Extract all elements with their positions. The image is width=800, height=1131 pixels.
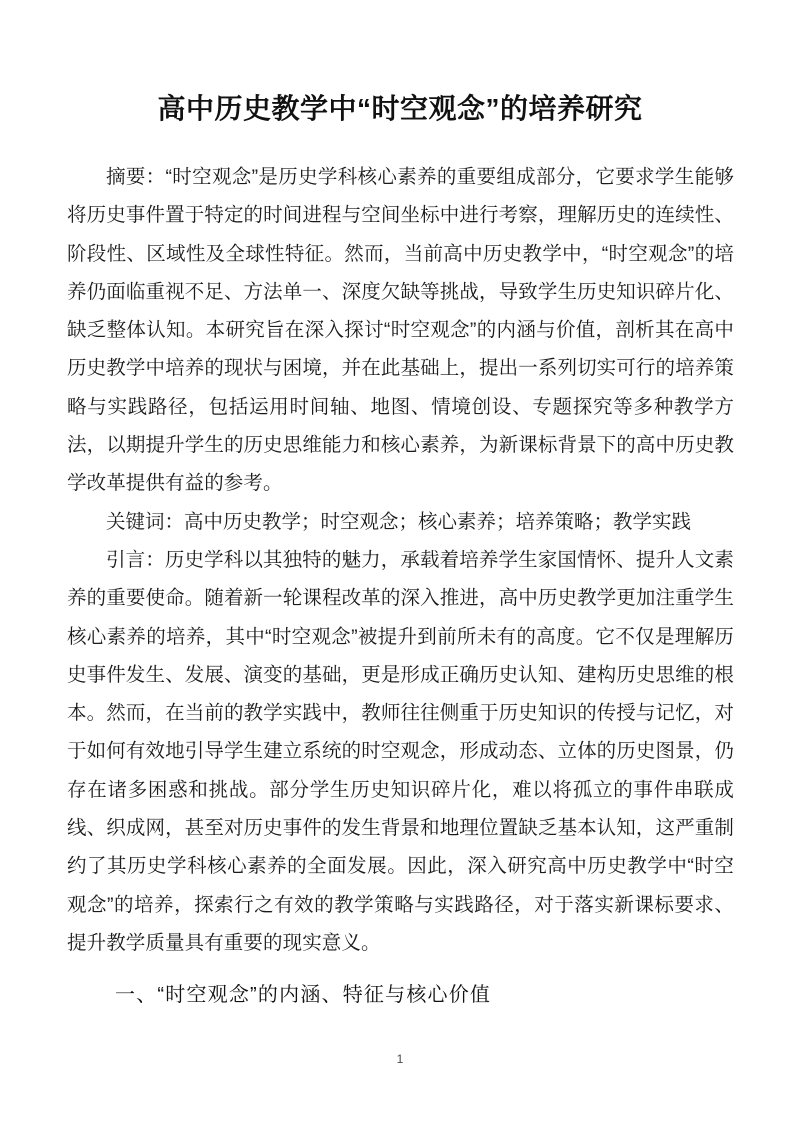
document-body xyxy=(67,158,734,1015)
page-number: 1 xyxy=(396,1052,404,1066)
introduction-paragraph: 引言：历史学科以其独特的魅力，承载着培养学生家国情怀、提升人文素养的重要使命。随着新一轮课程改革的深入推进，高中历史教学更加注重学生核心素养的培养，其中“时空观念”被提升到前所未有的高度。它不仅是理解历史事件发生、发展、演变的基础，更是形成正确历史认知、建构历史思维的根本。然而，在当前的教学实践中，教师往往侧重于历史知识的传授与记忆，对于如何有效地引导学生建立系统的时空观念，形成动态、立体的历史图景，仍存在诸多困惑和挑战。部分学生历史知识碎片化，难以将孤立的事件串联成线、织成网，甚至对历史事件的发生背景和地理位置缺乏基本认知，这严重制约了其历史学科核心素养的全面发展。因此，深入研究高中历史教学中“时空观念”的培养，探索行之有效的教学策略与实践路径，对于落实新课标要求、提升教学质量具有重要的现实意义。 xyxy=(67,548,734,954)
keywords-line: 关键词：高中历史教学；时空观念；核心素养；培养策略；教学实践 xyxy=(106,510,692,533)
page-title: 高中历史教学中“时空观念”的培养研究 xyxy=(157,92,643,124)
section-heading-1: 一、“时空观念”的内涵、特征与核心价值 xyxy=(115,984,492,1007)
abstract-paragraph: 摘要：“时空观念”是历史学科核心素养的重要组成部分，它要求学生能够将历史事件置于特定的时间进程与空间坐标中进行考察，理解历史的连续性、阶段性、区域性及全球性特征。然而，当前高中历史教学中，“时空观念”的培养仍面临重视不足、方法单一、深度欠缺等挑战，导致学生历史知识碎片化、缺乏整体认知。本研究旨在深入探讨“时空观念”的内涵与价值，剖析其在高中历史教学中培养的现状与困境，并在此基础上，提出一系列切实可行的培养策略与实践路径，包括运用时间轴、地图、情境创设、专题探究等多种教学方法，以期提升学生的历史思维能力和核心素养，为新课标背景下的高中历史教学改革提供有益的参考。 xyxy=(67,166,734,495)
